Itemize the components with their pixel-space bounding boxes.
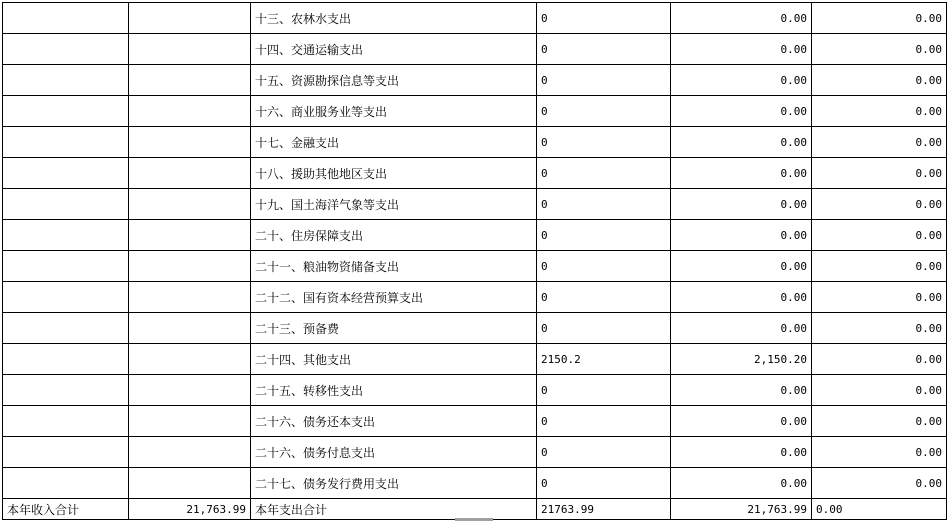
expense-item-label: 十六、商业服务业等支出 [251,96,537,127]
expense-raw-value: 0 [537,468,671,499]
expense-raw-value: 0 [537,189,671,220]
table-row [3,313,947,344]
expense-raw-value: 0 [537,65,671,96]
income-value-cell [129,34,251,65]
income-value-cell [129,251,251,282]
table-row [3,65,947,96]
expense-total-value: 0.00 [671,3,812,34]
table-row [3,468,947,499]
income-value-cell [129,282,251,313]
expense-item-label: 十五、资源勘探信息等支出 [251,65,537,96]
expense-total-value: 0.00 [671,158,812,189]
expense-total-value: 0.00 [671,375,812,406]
expense-raw-value: 0 [537,437,671,468]
expense-item-label: 二十、住房保障支出 [251,220,537,251]
expense-total-value: 0.00 [671,220,812,251]
expense-total-raw: 21763.99 [537,499,671,520]
table-row [3,34,947,65]
table-row [3,375,947,406]
expense-item-label: 二十六、债务还本支出 [251,406,537,437]
income-value-cell [129,344,251,375]
expense-total-value: 0.00 [671,96,812,127]
table-row [3,437,947,468]
expense-other-value: 0.00 [812,313,947,344]
expense-other-value: 0.00 [812,158,947,189]
expense-total-other: 0.00 [812,499,947,520]
expense-item-label: 二十七、债务发行费用支出 [251,468,537,499]
expense-total-value: 0.00 [671,313,812,344]
expense-other-value: 0.00 [812,189,947,220]
expense-other-value: 0.00 [812,282,947,313]
expense-total-value: 0.00 [671,406,812,437]
income-item-cell [3,313,129,344]
expense-total-value: 2,150.20 [671,344,812,375]
income-item-cell [3,251,129,282]
income-total-value: 21,763.99 [129,499,251,520]
table-row [3,251,947,282]
expense-raw-value: 0 [537,127,671,158]
table-row [3,96,947,127]
expense-total-value: 0.00 [671,127,812,158]
income-item-cell [3,344,129,375]
expense-raw-value: 0 [537,251,671,282]
expense-raw-value: 0 [537,313,671,344]
income-item-cell [3,96,129,127]
expense-total-value: 0.00 [671,189,812,220]
expense-total-value: 0.00 [671,468,812,499]
expense-raw-value: 0 [537,282,671,313]
expense-item-label: 十四、交通运输支出 [251,34,537,65]
income-item-cell [3,375,129,406]
table-row [3,189,947,220]
income-item-cell [3,437,129,468]
expense-other-value: 0.00 [812,406,947,437]
totals-row [3,499,947,520]
expense-raw-value: 0 [537,3,671,34]
income-value-cell [129,406,251,437]
expense-other-value: 0.00 [812,251,947,282]
expense-item-label: 十三、农林水支出 [251,3,537,34]
table-row [3,127,947,158]
expense-item-label: 二十一、粮油物资储备支出 [251,251,537,282]
expense-item-label: 二十五、转移性支出 [251,375,537,406]
expense-other-value: 0.00 [812,220,947,251]
income-total-label: 本年收入合计 [3,499,129,520]
expense-raw-value: 0 [537,375,671,406]
income-value-cell [129,468,251,499]
expense-other-value: 0.00 [812,375,947,406]
expense-total-value: 0.00 [671,282,812,313]
income-value-cell [129,189,251,220]
expense-total-value: 0.00 [671,437,812,468]
income-item-cell [3,468,129,499]
expense-other-value: 0.00 [812,96,947,127]
expense-raw-value: 0 [537,220,671,251]
income-item-cell [3,220,129,251]
income-value-cell [129,437,251,468]
expense-raw-value: 0 [537,96,671,127]
income-value-cell [129,313,251,344]
table-row [3,344,947,375]
expense-item-label: 十九、国土海洋气象等支出 [251,189,537,220]
expense-other-value: 0.00 [812,65,947,96]
expense-other-value: 0.00 [812,127,947,158]
income-value-cell [129,220,251,251]
income-item-cell [3,3,129,34]
expense-item-label: 二十四、其他支出 [251,344,537,375]
expense-other-value: 0.00 [812,34,947,65]
income-value-cell [129,127,251,158]
expense-item-label: 十七、金融支出 [251,127,537,158]
expense-raw-value: 0 [537,34,671,65]
table-row [3,220,947,251]
expense-raw-value: 0 [537,406,671,437]
expense-total-value: 0.00 [671,65,812,96]
expense-other-value: 0.00 [812,344,947,375]
table-row [3,3,947,34]
expense-total-value: 21,763.99 [671,499,812,520]
income-value-cell [129,3,251,34]
expense-item-label: 二十六、债务付息支出 [251,437,537,468]
expense-raw-value: 2150.2 [537,344,671,375]
expense-total-value: 0.00 [671,34,812,65]
expense-other-value: 0.00 [812,3,947,34]
totals-body [3,499,947,520]
budget-table [2,2,947,520]
expense-total-value: 0.00 [671,251,812,282]
expense-item-label: 二十二、国有资本经营预算支出 [251,282,537,313]
income-value-cell [129,158,251,189]
income-item-cell [3,34,129,65]
income-value-cell [129,65,251,96]
income-item-cell [3,282,129,313]
income-item-cell [3,127,129,158]
income-value-cell [129,96,251,127]
expense-total-label: 本年支出合计 [251,499,537,520]
table-row [3,158,947,189]
table-row [3,282,947,313]
expense-raw-value: 0 [537,158,671,189]
table-row [3,406,947,437]
expense-other-value: 0.00 [812,468,947,499]
income-item-cell [3,158,129,189]
income-item-cell [3,65,129,96]
expense-item-label: 十八、援助其他地区支出 [251,158,537,189]
table-body [3,3,947,499]
expense-item-label: 二十三、预备费 [251,313,537,344]
expense-other-value: 0.00 [812,437,947,468]
income-value-cell [129,375,251,406]
income-item-cell [3,189,129,220]
income-item-cell [3,406,129,437]
